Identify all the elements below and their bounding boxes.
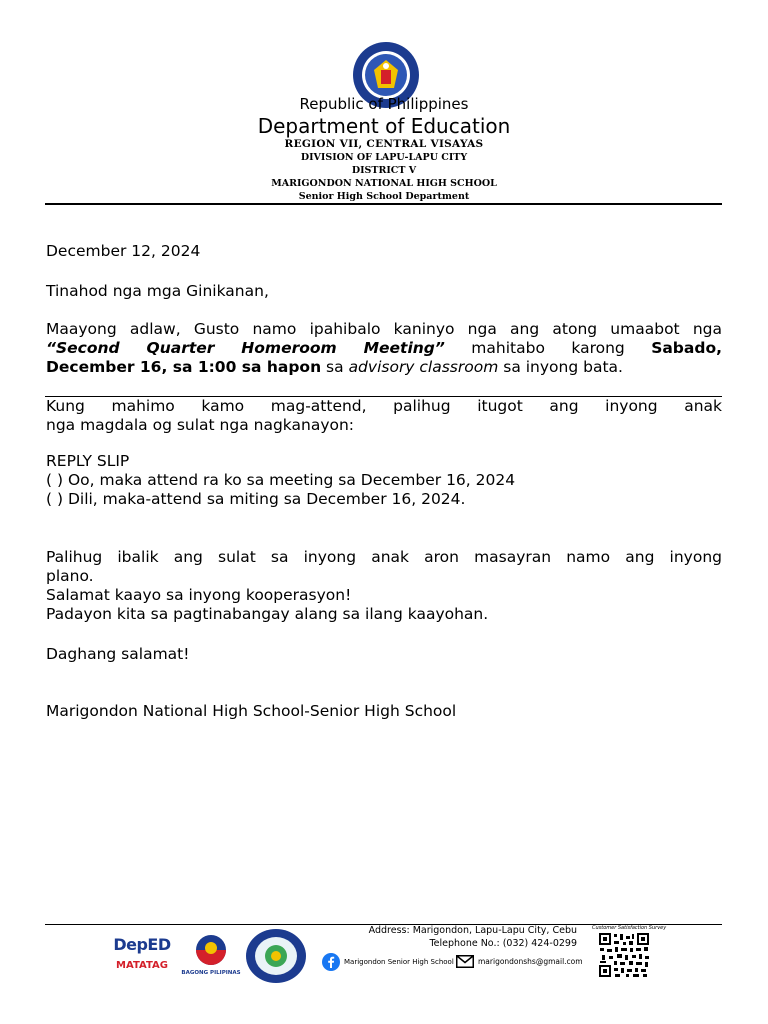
header-divider bbox=[45, 203, 722, 205]
letter-closing: Daghang salamat! bbox=[46, 645, 190, 663]
email-link[interactable]: marigondonshs@gmail.com bbox=[478, 957, 583, 966]
paragraph-1-text: mahitabo karong bbox=[444, 339, 652, 357]
division-line: DIVISION OF LAPU-LAPU CITY bbox=[300, 152, 468, 163]
bagong-pilipinas-label: BAGONG PILIPINAS bbox=[181, 970, 241, 976]
paragraph-1-line-2 bbox=[46, 339, 722, 359]
district-line: DISTRICT V bbox=[351, 165, 417, 176]
region-line: REGION VII, CENTRAL VISAYAS bbox=[284, 138, 484, 150]
footer-telephone: Telephone No.: (032) 424-0299 bbox=[429, 938, 577, 949]
facebook-link[interactable]: Marigondon Senior High School bbox=[344, 958, 454, 966]
republic-line: Republic of Philippines bbox=[299, 95, 469, 113]
paragraph-1-line-1: Maayong adlaw, Gusto namo ipahibalo kaninyo nga ang atong umaabot nga bbox=[46, 320, 722, 338]
paragraph-2-line-1: Kung mahimo kamo mag-attend, palihug itugot ang inyong anak bbox=[46, 397, 722, 415]
paragraph-3-line-1: Palihug ibalik ang sulat sa inyong anak aron masayran namo ang inyong bbox=[46, 548, 722, 566]
department-title: Department of Education bbox=[257, 114, 511, 138]
footer-address: Address: Marigondon, Lapu-Lapu City, Cebu bbox=[368, 925, 577, 936]
school-name: MARIGONDON NATIONAL HIGH SCHOOL bbox=[271, 178, 497, 189]
event-name: “Second Quarter Homeroom Meeting” bbox=[46, 339, 445, 357]
deped-logo: DepED bbox=[113, 935, 171, 954]
thanks-line-2: Padayon kita sa pagtinabangay alang sa ilang kaayohan. bbox=[46, 605, 489, 623]
paragraph-2-line-2: nga magdala og sulat nga nagkanayon: bbox=[46, 416, 355, 434]
qr-code-icon[interactable] bbox=[598, 932, 650, 978]
event-venue: advisory classroom bbox=[348, 358, 499, 376]
letter-salutation: Tinahod nga mga Ginikanan, bbox=[46, 282, 269, 300]
paragraph-1-line-3 bbox=[46, 358, 722, 378]
reply-option-yes: ( ) Oo, maka attend ra ko sa meeting sa December 16, 2024 bbox=[46, 471, 516, 489]
paragraph-1-end: sa inyong bata. bbox=[498, 358, 623, 376]
matatag-logo: MATATAG bbox=[116, 960, 168, 971]
school-seal-logo bbox=[244, 928, 308, 984]
thanks-line-1: Salamat kaayo sa inyong kooperasyon! bbox=[46, 586, 352, 604]
letter-signature: Marigondon National High School-Senior High School bbox=[46, 702, 457, 720]
paragraph-1-sa: sa bbox=[321, 358, 349, 376]
reply-option-no: ( ) Dili, maka-attend sa miting sa December 16, 2024. bbox=[46, 490, 466, 508]
survey-label: Customer Satisfaction Survey bbox=[592, 925, 667, 931]
reply-slip-title: REPLY SLIP bbox=[46, 452, 130, 470]
event-day: Sabado, bbox=[651, 339, 722, 357]
facebook-icon[interactable] bbox=[322, 953, 340, 971]
school-department: Senior High School Department bbox=[298, 191, 470, 202]
event-datetime: December 16, sa 1:00 sa hapon bbox=[46, 358, 322, 376]
mail-icon[interactable] bbox=[456, 955, 474, 968]
paragraph-3-line-2: plano. bbox=[46, 567, 94, 585]
letter-date: December 12, 2024 bbox=[46, 242, 201, 260]
